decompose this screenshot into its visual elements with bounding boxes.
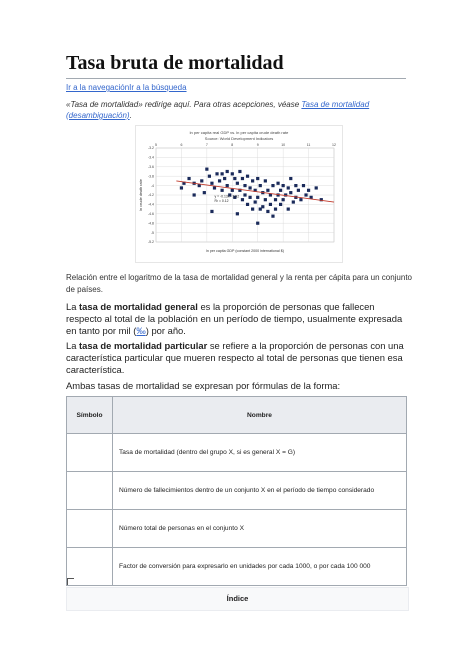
data-point (236, 182, 239, 185)
x-tick-label: 8 (231, 143, 234, 147)
data-point (231, 189, 234, 192)
paragraph-particular: La tasa de mortalidad particular se refiere a la proporción de personas con una característica particular que mueren respecto al total de personas que tienen esa característica. (66, 340, 404, 375)
data-point (287, 208, 290, 211)
paragraph-general: La tasa de mortalidad general es la proporción de personas que fallecen respecto al total de la población en un período de tiempo, usualmente expresada en tanto por mil (‰) por año. (66, 301, 403, 336)
data-point (221, 172, 224, 175)
data-point (256, 222, 259, 225)
y-tick-label: -4.4 (147, 202, 154, 207)
data-point (264, 198, 267, 201)
data-point (282, 184, 285, 187)
table-row (67, 548, 407, 586)
data-point (287, 186, 290, 189)
x-tick-label: 5 (155, 143, 157, 147)
data-point (276, 182, 279, 185)
data-point (226, 170, 229, 173)
data-point (266, 189, 269, 192)
data-point (248, 196, 251, 199)
data-point (254, 200, 257, 203)
per-mille-link[interactable]: ‰ (136, 325, 146, 336)
data-point (261, 205, 264, 208)
hatnote (66, 99, 408, 121)
data-point (226, 184, 229, 187)
jump-links[interactable]: Ir a la navegaciónIr a la búsqueda (66, 83, 187, 92)
scatter-chart (136, 126, 342, 262)
y-tick-label: -3.6 (147, 165, 154, 169)
data-point (241, 177, 244, 180)
y-tick-label: -4 (150, 183, 154, 188)
y-tick-label: -3.2 (147, 146, 154, 151)
name-cell: Tasa de mortalidad (dentro del grupo X, si es general X = G) (113, 434, 407, 472)
data-point (203, 191, 206, 194)
regression-equation: y = -0.13x - 3.52 (214, 194, 240, 199)
data-point (233, 177, 236, 180)
data-point (279, 203, 282, 206)
data-point (238, 170, 241, 173)
y-tick-label: -5.2 (147, 240, 154, 245)
data-point (180, 186, 183, 189)
data-point (297, 189, 300, 192)
symbol-cell (67, 510, 113, 548)
data-point (231, 172, 234, 175)
data-point (200, 179, 203, 182)
data-point (236, 212, 239, 215)
table-row (67, 472, 407, 510)
data-point (274, 208, 277, 211)
data-point (193, 193, 196, 196)
page-title: Tasa bruta de mortalidad (66, 52, 284, 74)
data-point (210, 182, 213, 185)
data-point (246, 175, 249, 178)
r-squared-label: R² = 0.12 (214, 198, 229, 203)
data-point (223, 177, 226, 180)
x-tick-label: 12 (332, 143, 336, 147)
toc-title: Índice (226, 594, 249, 603)
data-point (243, 184, 246, 187)
figure-title: ln per capita real GDP vs. ln per capita crude death rate (189, 130, 289, 135)
data-point (264, 179, 267, 182)
data-point (243, 193, 246, 196)
disambiguation-link[interactable]: Tasa de mortalidad (desambiguación) (66, 100, 370, 120)
paragraph-formula-intro: Ambas tasas de mortalidad se expresan por fórmulas de la forma: (66, 380, 341, 391)
name-cell: Factor de conversión para expresarlo en unidades por cada 1000, o por cada 100 000 (113, 548, 407, 586)
data-point (246, 203, 249, 206)
data-point (271, 215, 274, 218)
x-tick-label: 9 (256, 143, 259, 147)
header-name: Nombre (113, 397, 407, 434)
data-point (251, 179, 254, 182)
data-point (266, 210, 269, 213)
data-point (259, 184, 262, 187)
data-point (315, 186, 318, 189)
title-divider (66, 78, 406, 79)
table-header-row (67, 397, 407, 434)
data-point (213, 186, 216, 189)
data-point (208, 175, 211, 178)
data-point (215, 172, 218, 175)
x-tick-label: 11 (306, 143, 311, 147)
y-tick-label: -4.8 (147, 221, 154, 226)
name-cell: Número total de personas en el conjunto X (113, 510, 407, 548)
data-point (307, 189, 310, 192)
data-point (299, 198, 302, 201)
scatter-figure (135, 125, 343, 263)
hatnote-text: «Tasa de mortalidad» redirige aquí. Para otras acepciones, véase (66, 100, 302, 109)
symbols-table (66, 396, 407, 586)
data-point (282, 198, 285, 201)
data-point (271, 184, 274, 187)
toc-toggle-icon[interactable] (67, 578, 74, 585)
symbol-cell (67, 434, 113, 472)
y-tick-label: -3.8 (147, 174, 154, 179)
data-point (269, 203, 272, 206)
data-point (294, 184, 297, 187)
data-point (289, 177, 292, 180)
y-tick-label: -4.2 (147, 193, 154, 198)
figure-source: Source: World Development Indicators (204, 136, 274, 141)
table-row (67, 434, 407, 472)
data-point (279, 189, 282, 192)
data-point (256, 177, 259, 180)
x-tick-label: 6 (180, 143, 183, 147)
data-point (292, 200, 295, 203)
x-tick-label: 10 (281, 143, 286, 147)
y-tick-label: -3.4 (147, 155, 154, 160)
table-row (67, 510, 407, 548)
data-point (274, 198, 277, 201)
term-general: tasa de mortalidad general (79, 301, 198, 312)
data-point (289, 191, 292, 194)
data-point (251, 208, 254, 211)
figure-caption: Relación entre el logaritmo de la tasa de mortalidad general y la renta per cápita para un conjunto de países. (66, 273, 412, 294)
data-point (302, 184, 305, 187)
data-point (221, 189, 224, 192)
header-symbol: Símbolo (67, 397, 113, 434)
table-of-contents (66, 587, 409, 611)
y-tick-label: -4.6 (147, 212, 154, 216)
term-particular: tasa de mortalidad particular (79, 340, 208, 351)
data-point (241, 198, 244, 201)
x-axis-label: ln per capita GDP (constant 2000 international $) (206, 249, 284, 253)
symbol-cell (67, 472, 113, 510)
hatnote-suffix: . (129, 111, 132, 120)
data-point (187, 177, 190, 180)
name-cell: Número de fallecimientos dentro de un conjunto X en el período de tiempo considerado (113, 472, 407, 510)
x-tick-label: 7 (205, 143, 208, 147)
data-point (218, 179, 221, 182)
y-tick-label: -5 (150, 230, 154, 235)
data-point (256, 196, 259, 199)
data-point (210, 210, 213, 213)
y-axis-label: ln crude death rate (139, 179, 143, 211)
data-point (248, 186, 251, 189)
data-point (304, 193, 307, 196)
data-point (205, 168, 208, 171)
